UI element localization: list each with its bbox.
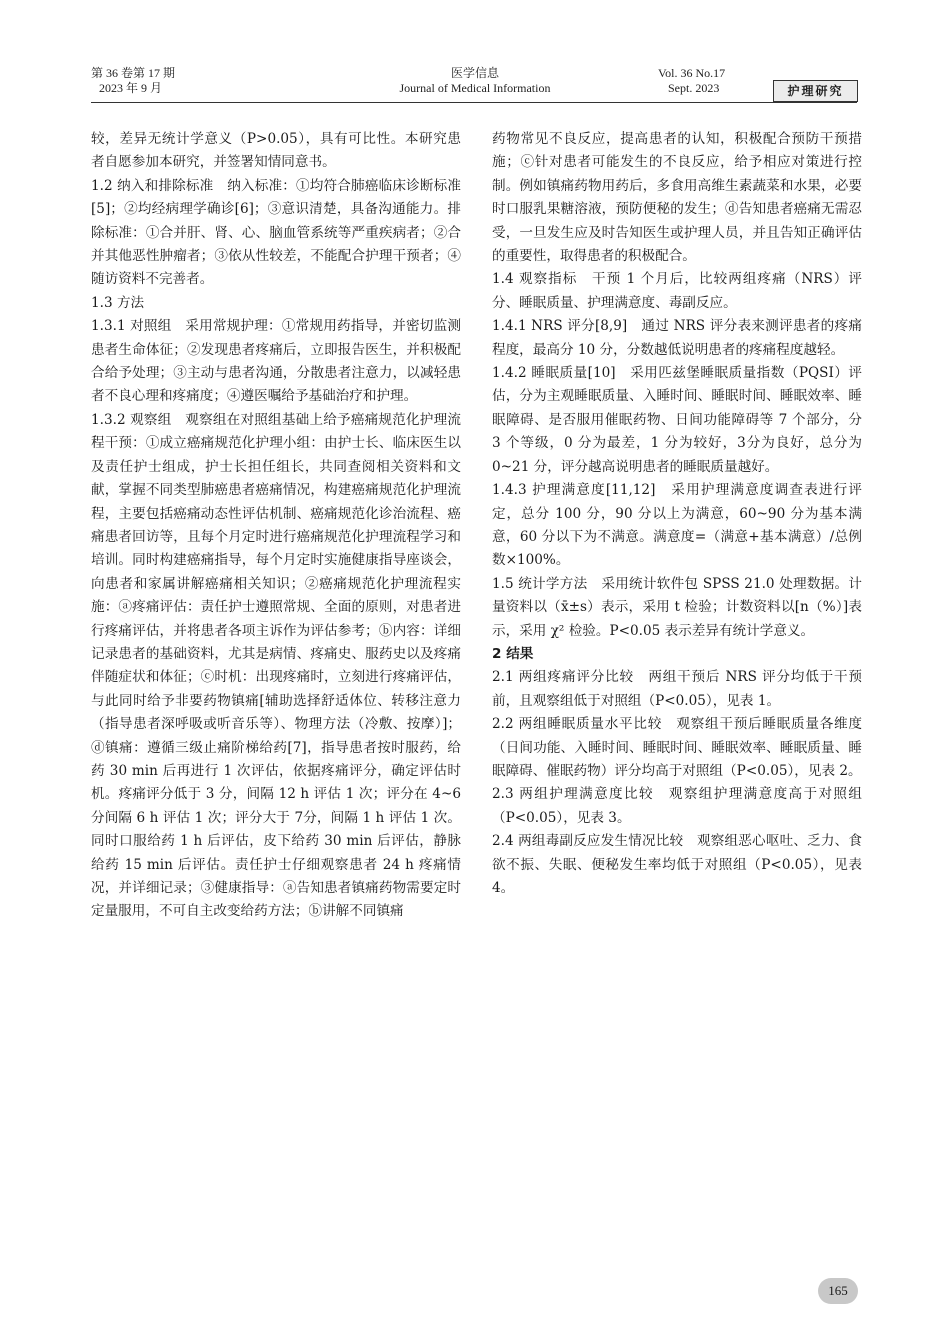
header-date-en: Sept. 2023	[668, 81, 720, 95]
paragraph: 药物常见不良反应，提高患者的认知，积极配合预防干预措施；ⓒ针对患者可能发生的不良反应，给予相应对策进行控制。例如镇痛药物用药后，多食用高维生素蔬菜和水果，必要时口服乳果糖溶液，预防便秘的发生；ⓓ告知患者癌痛无需忍受，一旦发生应及时告知医生或护理人员，并且告知正确评估的重要性，取得患者的积极配合。	[492, 131, 862, 265]
subsection-heading: 1.3 方法	[91, 294, 145, 311]
header-date-cn: 2023 年 9 月	[99, 81, 163, 95]
header-rule	[91, 102, 857, 103]
paragraph: 1.5 统计学方法 采用统计软件包 SPSS 21.0 处理数据。计量资料以（x̄±s）表示，采用 t 检验；计数资料以[n（%）]表示，采用 χ² 检验。P<0.05 表示差异有统计学意义。	[492, 575, 862, 639]
page-number: 165	[818, 1278, 858, 1304]
header-right	[658, 66, 725, 96]
paragraph: 2.1 两组疼痛评分比较 两组干预后 NRS 评分均低于干预前，且观察组低于对照组（P<0.05），见表 1。	[492, 669, 862, 709]
paragraph: 1.4.1 NRS 评分[8,9] 通过 NRS 评分表来测评患者的疼痛程度，最高分 10 分，分数越低说明患者的疼痛程度越轻。	[492, 318, 862, 358]
right-column	[492, 128, 862, 900]
section-tag: 护理研究	[773, 80, 858, 102]
paragraph: 1.4 观察指标 干预 1 个月后，比较两组疼痛（NRS）评分、睡眠质量、护理满意度、毒副反应。	[492, 271, 862, 311]
header-journal-cn: 医学信息	[450, 66, 499, 80]
paragraph: 1.4.2 睡眠质量[10] 采用匹兹堡睡眠质量指数（PQSI）评估，分为主观睡眠质量、入睡时间、睡眠时间、睡眠效率、睡眠障碍、是否服用催眠药物、日间功能障碍等 7 个部分，分 3 个等级，0 分为最差，1 分为较好，3分为良好，总分为 0~21 分，评分越高说明患者的睡眠质量越好。	[492, 365, 862, 475]
header-journal-en: Journal of Medical Information	[399, 81, 551, 95]
header-volume-cn: 第 36 卷第 17 期	[91, 66, 176, 80]
paragraph: 2.2 两组睡眠质量水平比较 观察组干预后睡眠质量各维度（日间功能、入睡时间、睡眠时间、睡眠效率、睡眠质量、睡眠障碍、催眠药物）评分均高于对照组（P<0.05），见表 2。	[492, 716, 862, 779]
paragraph: 1.3.2 观察组 观察组在对照组基础上给予癌痛规范化护理流程干预：①成立癌痛规范化护理小组：由护士长、临床医生以及责任护士组成，护士长担任组长，共同查阅相关资料和文献，掌握不同类型肺癌患者癌痛情况，构建癌痛规范化护理流程，主要包括癌痛动态性评估机制、癌痛规范化诊治流程、癌痛患者回访等，且每个月定时进行癌痛规范化护理流程学习和培训。同时构建癌痛指导，每个月定时实施健康指导座谈会，向患者和家属讲解癌痛相关知识；②癌痛规范化护理流程实施：ⓐ疼痛评估：责任护士遵照常规、全面的原则，对患者进行疼痛评估，并将患者各项主诉作为评估参考；ⓑ内容：详细记录患者的基础资料，尤其是病情、疼痛史、服药史以及疼痛伴随症状和体征；ⓒ时机：出现疼痛时，立刻进行疼痛评估，与此同时给予非要药物镇痛[辅助选择舒适体位、转移注意力（指导患者深呼吸或听音乐等）、物理方法（冷敷、按摩）]；ⓓ镇痛：遵循三级止痛阶梯给药[7]，指导患者按时服药，给药 30 min 后再进行 1 次评估，依据疼痛评分，确定评估时机。疼痛评分低于 3 分，间隔 12 h 评估 1 次；评分在 4~6 分间隔 6 h 评估 1 次；评分大于 7分，间隔 1 h 评估 1 次。同时口服给药 1 h 后评估，皮下给药 30 min 后评估，静脉给药 15 min 后评估。责任护士仔细观察患者 24 h 疼痛情况，并详细记录；③健康指导：ⓐ告知患者镇痛药物需要定时定量服用，不可自主改变给药方法；ⓑ讲解不同镇痛	[91, 411, 461, 920]
paragraph: 1.2 纳入和排除标准 纳入标准：①均符合肺癌临床诊断标准[5]；②均经病理学确诊[6]；③意识清楚，具备沟通能力。排除标准：①合并肝、肾、心、脑血管系统等严重疾病者；②合并其他恶性肿瘤者；③依从性较差，不能配合护理干预者；④随访资料不完善者。	[91, 177, 461, 288]
header-left	[91, 66, 175, 96]
left-column	[91, 128, 461, 924]
section-heading: 2 结果	[492, 645, 534, 662]
paragraph: 1.3.1 对照组 采用常规护理：①常规用药指导，并密切监测患者生命体征；②发现患者疼痛后，立即报告医生，并积极配合给予处理；③主动与患者沟通，分散患者注意力，以减轻患者不良心理和疼痛度；④遵医嘱给予基础治疗和护理。	[91, 318, 461, 405]
paragraph: 较，差异无统计学意义（P>0.05），具有可比性。本研究患者自愿参加本研究，并签署知情同意书。	[91, 131, 461, 171]
paragraph: 2.4 两组毒副反应发生情况比较 观察组恶心呕吐、乏力、食欲不振、失眠、便秘发生率均低于对照组（P<0.05），见表 4。	[492, 833, 862, 896]
paragraph: 2.3 两组护理满意度比较 观察组护理满意度高于对照组（P<0.05），见表 3。	[492, 786, 862, 826]
header-volume-en: Vol. 36 No.17	[658, 66, 726, 80]
paragraph: 1.4.3 护理满意度[11,12] 采用护理满意度调查表进行评定，总分 100 分，90 分以上为满意，60~90 分为基本满意，60 分以下为不满意。满意度=（满意+基本满意）/总例数×100%。	[492, 482, 862, 569]
header-center	[300, 66, 650, 96]
